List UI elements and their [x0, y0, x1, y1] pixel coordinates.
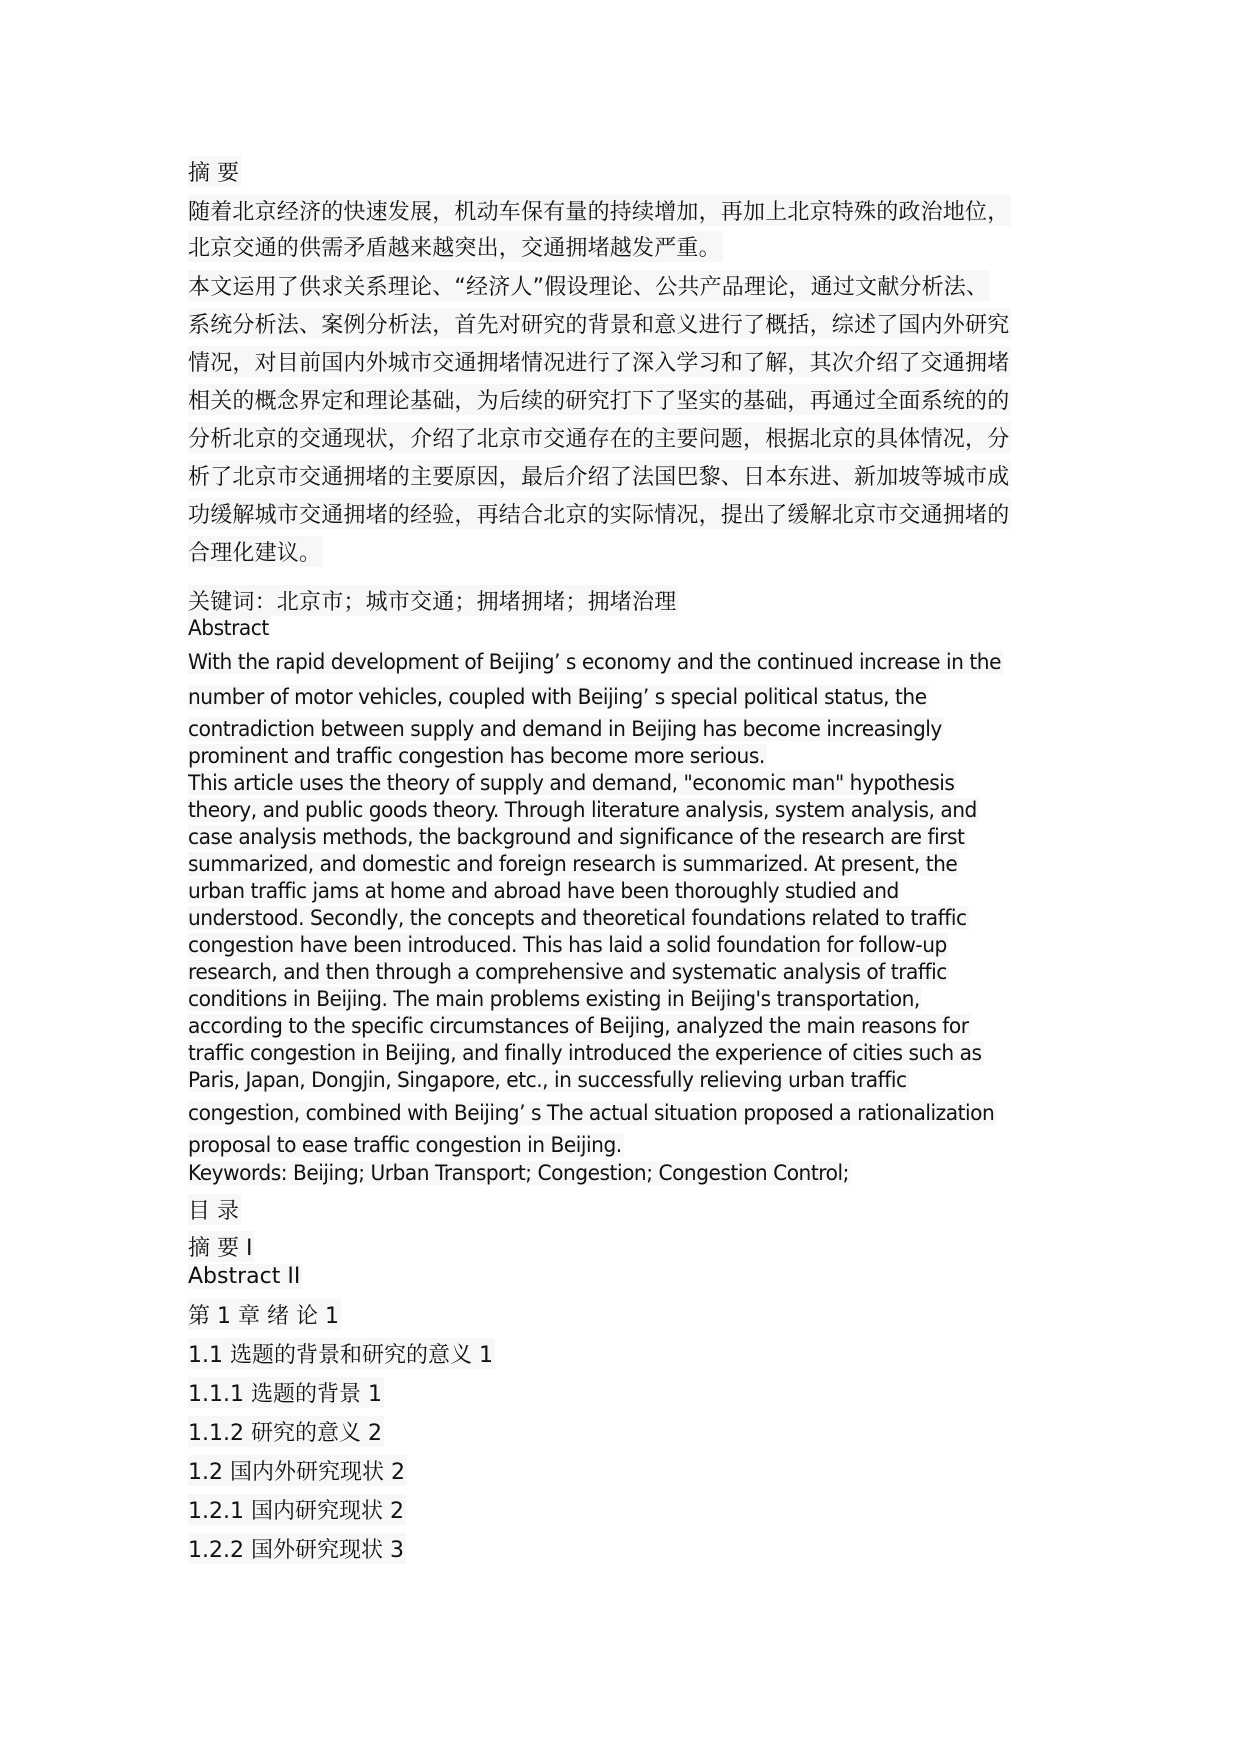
abstract-en-heading: Abstract: [188, 616, 269, 640]
text-line: With the rapid development of Beijing’ s economy and the continued increase in the: [188, 650, 1001, 674]
text-line: urban traffic jams at home and abroad have been thoroughly studied and: [188, 879, 899, 903]
text-line: Paris, Japan, Dongjin, Singapore, etc., in successfully relieving urban traffic: [188, 1068, 907, 1092]
text-line: 系统分析法、案例分析法，首先对研究的背景和意义进行了概括，综述了国内外研究: [188, 308, 1011, 339]
abstract-en-keywords: Keywords: Beijing; Urban Transport; Congestion; Congestion Control;: [188, 1161, 849, 1185]
text-line: 合理化建议。: [188, 536, 323, 567]
text-line: case analysis methods, the background and significance of the research are first: [188, 825, 965, 849]
text-line: summarized, and domestic and foreign research is summarized. At present, the: [188, 852, 958, 876]
toc-entry[interactable]: 1.1 选题的背景和研究的意义 1: [188, 1338, 495, 1369]
toc-entry[interactable]: 1.1.2 研究的意义 2: [188, 1416, 384, 1447]
toc-entry[interactable]: 第 1 章 绪 论 1: [188, 1299, 341, 1330]
toc-heading: 目 录: [188, 1194, 241, 1225]
text-line: theory, and public goods theory. Through literature analysis, system analysis, and: [188, 798, 977, 822]
text-line: congestion have been introduced. This has laid a solid foundation for follow-up: [188, 933, 947, 957]
text-line: conditions in Beijing. The main problems existing in Beijing's transportation,: [188, 987, 920, 1011]
text-line: 析了北京市交通拥堵的主要原因，最后介绍了法国巴黎、日本东进、新加坡等城市成: [188, 460, 1011, 491]
text-line: 相关的概念界定和理论基础，为后续的研究打下了坚实的基础，再通过全面系统的的: [188, 384, 1011, 415]
abstract-cn-heading: 摘 要: [188, 156, 241, 187]
text-line: traffic congestion in Beijing, and finally introduced the experience of cities such as: [188, 1041, 982, 1065]
text-line: 北京交通的供需矛盾越来越突出，交通拥堵越发严重。: [188, 231, 723, 262]
text-line: understood. Secondly, the concepts and theoretical foundations related to traffic: [188, 906, 967, 930]
text-line: 本文运用了供求关系理论、“经济人”假设理论、公共产品理论，通过文献分析法、: [188, 270, 990, 301]
text-line: 功缓解城市交通拥堵的经验，再结合北京的实际情况，提出了缓解北京市交通拥堵的: [188, 498, 1011, 529]
text-line: 情况，对目前国内外城市交通拥堵情况进行了深入学习和了解，其次介绍了交通拥堵: [188, 346, 1011, 377]
text-line: 随着北京经济的快速发展，机动车保有量的持续增加，再加上北京特殊的政治地位，: [188, 195, 1011, 226]
toc-entry[interactable]: 摘 要 I: [188, 1231, 254, 1262]
text-line: congestion, combined with Beijing’ s The actual situation proposed a rationalization: [188, 1101, 995, 1125]
toc-entry[interactable]: 1.2 国内外研究现状 2: [188, 1455, 407, 1486]
abstract-cn-keywords: 关键词：北京市；城市交通；拥堵拥堵；拥堵治理: [188, 585, 678, 616]
text-line: prominent and traffic congestion has become more serious.: [188, 744, 765, 768]
toc-entry[interactable]: 1.1.1 选题的背景 1: [188, 1377, 384, 1408]
text-line: contradiction between supply and demand in Beijing has become increasingly: [188, 717, 942, 741]
toc-entry[interactable]: 1.2.2 国外研究现状 3: [188, 1533, 406, 1564]
text-line: research, and then through a comprehensive and systematic analysis of traffic: [188, 960, 947, 984]
text-line: according to the specific circumstances of Beijing, analyzed the main reasons for: [188, 1014, 969, 1038]
text-line: proposal to ease traffic congestion in Beijing.: [188, 1133, 622, 1157]
text-line: 分析北京的交通现状，介绍了北京市交通存在的主要问题，根据北京的具体情况，分: [188, 422, 1011, 453]
toc-entry[interactable]: 1.2.1 国内研究现状 2: [188, 1494, 406, 1525]
text-line: This article uses the theory of supply and demand, "economic man" hypothesis: [188, 771, 955, 795]
text-line: number of motor vehicles, coupled with Beijing’ s special political status, the: [188, 685, 927, 709]
toc-entry[interactable]: Abstract II: [188, 1264, 301, 1289]
